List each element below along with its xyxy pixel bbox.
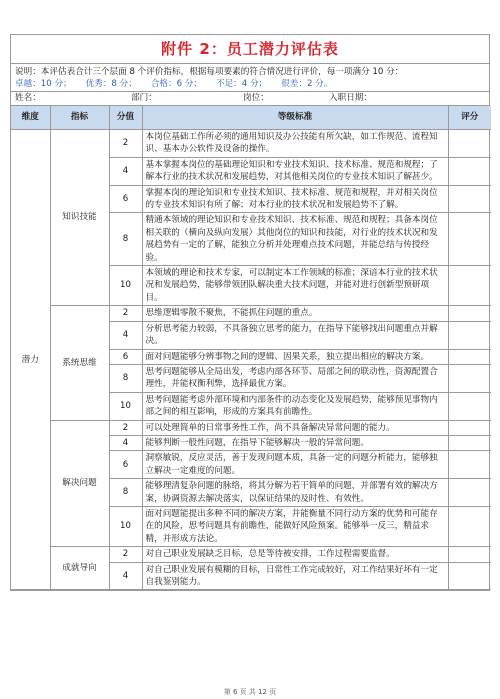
score-cell: 8: [109, 479, 142, 507]
rating-input-cell[interactable]: [448, 349, 491, 364]
scale-poor: 很差：2 分。: [281, 79, 333, 89]
evaluation-form: [10, 34, 490, 591]
rating-input-cell[interactable]: [448, 364, 491, 392]
criteria-cell: 面对问题能够分辨事物之间的逻辑、因果关系，独立提出相应的解决方案。: [142, 349, 448, 364]
criteria-cell: 对自己职业发展有模糊的目标，日常性工作完成较好，对工作结果好坏有一定自我鉴别能力。: [142, 562, 448, 590]
score-cell: 6: [109, 185, 142, 213]
score-cell: 4: [109, 157, 142, 185]
score-cell: 10: [109, 506, 142, 546]
table-row: [11, 420, 491, 435]
score-cell: 10: [109, 266, 142, 306]
score-cell: 6: [109, 451, 142, 479]
rating-input-cell[interactable]: [448, 435, 491, 450]
score-cell: 6: [109, 349, 142, 364]
form-title: 附件 2：员工潜力评估表: [11, 35, 489, 64]
rating-input-cell[interactable]: [448, 547, 491, 562]
rating-input-cell[interactable]: [448, 392, 491, 420]
criteria-cell: 本领域的理论和技术专家，可以制定本工作领域的标准；深谙本行业的技术状况和发展趋势，能够带领团队解决重大技术问题，并能对进行创新型预研项目。: [142, 266, 448, 306]
rating-input-cell[interactable]: [448, 157, 491, 185]
header-score: 分值: [109, 106, 142, 130]
indicator-cell: 成就导向: [50, 547, 109, 590]
score-cell: 4: [109, 321, 142, 349]
indicator-cell: 解决问题: [50, 420, 109, 547]
header-dimension: 维度: [11, 106, 50, 130]
score-cell: 2: [109, 306, 142, 321]
form-description: [11, 64, 489, 92]
score-cell: 10: [109, 392, 142, 420]
header-indicator: 指标: [50, 106, 109, 130]
table-header-row: [11, 106, 491, 130]
employee-info-row: [11, 92, 489, 106]
score-cell: 8: [109, 364, 142, 392]
rating-input-cell[interactable]: [448, 506, 491, 546]
criteria-cell: 分析思考能力较弱，不具备独立思考的能力，在指导下能够找出问题重点并解决。: [142, 321, 448, 349]
score-cell: 2: [109, 547, 142, 562]
rating-input-cell[interactable]: [448, 266, 491, 306]
rating-input-cell[interactable]: [448, 562, 491, 590]
description-text: 说明：本评估表合计三个层面 8 个评价指标，根据每项要素的符合情况进行评价，每一项满分 10 分：: [15, 67, 404, 77]
dimension-cell: 潜力: [11, 130, 50, 590]
score-cell: 8: [109, 213, 142, 266]
table-row: [11, 130, 491, 158]
entry-date-label: 入职日期：: [329, 93, 372, 103]
rating-input-cell[interactable]: [448, 451, 491, 479]
department-label: 部门：: [131, 93, 157, 103]
score-cell: 2: [109, 130, 142, 158]
post-label: 岗位：: [243, 93, 269, 103]
criteria-cell: 思维逻辑零散不聚焦，不能抓住问题的重点。: [142, 306, 448, 321]
criteria-cell: 思考问题能够从全局出发，考虑内部各环节、局部之间的联动性，资源配置合理性，并能权衡利弊，选择最优方案。: [142, 364, 448, 392]
evaluation-table: [11, 106, 491, 590]
criteria-cell: 基本掌握本岗位的基础理论知识和专业技术知识、技术标准、规范和规程；了解本行业的技术状况和发展趋势，对其他相关岗位的专业技术知识了解甚少。: [142, 157, 448, 185]
criteria-cell: 洞察敏锐，反应灵活，善于发现问题本质，具备一定的问题分析能力，能够独立解决一定难度的问题。: [142, 451, 448, 479]
criteria-cell: 思考问题能考虑外部环境和内部条件的动态变化及发展趋势，能够预见事物内部之间的相互影响，形成的方案具有前瞻性。: [142, 392, 448, 420]
table-row: [11, 306, 491, 321]
scale-excellent: 卓越：10 分；: [15, 79, 72, 89]
criteria-cell: 能够理清复杂问题的脉络，将其分解为若干简单的问题，并部署有效的解决方案，协调资源去解决落实，以保证结果的及时性、有效性。: [142, 479, 448, 507]
header-rating: 评分: [448, 106, 491, 130]
rating-scale: [15, 78, 485, 90]
page-footer: 第 6 页 共 12 页: [223, 688, 277, 696]
table-body: [11, 130, 491, 590]
indicator-cell: 系统思维: [50, 306, 109, 420]
header-criteria: 等级标准: [142, 106, 448, 130]
scale-pass: 合格：6 分；: [150, 79, 202, 89]
criteria-cell: 能够判断一般性问题，在指导下能够解决一般的异常问题。: [142, 435, 448, 450]
criteria-cell: 对自己职业发展缺乏目标，总是等待被安排，工作过程需要监督。: [142, 547, 448, 562]
criteria-cell: 掌握本岗的理论知识和专业技术知识、技术标准、规范和规程，并对相关岗位的专业技术知识有所了解；对本行业的技术状况和发展趋势不了解。: [142, 185, 448, 213]
criteria-cell: 面对问题能提出多种不同的解决方案，并能衡量不同行动方案的优势和可能存在的风险，思考问题具有前瞻性，能做好风险预案。能够举一反三，精益求精，并形成方法论。: [142, 506, 448, 546]
score-cell: 4: [109, 562, 142, 590]
rating-input-cell[interactable]: [448, 185, 491, 213]
score-cell: 4: [109, 435, 142, 450]
scale-insufficient: 不足：4 分；: [215, 79, 268, 89]
name-label: 姓名：: [15, 93, 41, 103]
table-row: [11, 547, 491, 562]
rating-input-cell[interactable]: [448, 420, 491, 435]
indicator-cell: 知识技能: [50, 130, 109, 306]
rating-input-cell[interactable]: [448, 479, 491, 507]
rating-input-cell[interactable]: [448, 321, 491, 349]
scale-good: 优秀：8 分；: [85, 79, 137, 89]
criteria-cell: 本岗位基础工作所必须的通用知识及办公技能有所欠缺，如工作规范、流程知识、基本办公软件及设备的操作。: [142, 130, 448, 158]
criteria-cell: 可以处理简单的日常事务性工作，尚不具备解决异常问题的能力。: [142, 420, 448, 435]
criteria-cell: 精通本领域的理论知识和专业技术知识、技术标准、规范和规程；具备本岗位相关联的（横向及纵向发展）其他岗位的知识和技能，对行业的技术状况和发展趋势有一定的了解，能独立分析并处理难点技术问题，并能总结与传授经验。: [142, 213, 448, 266]
score-cell: 2: [109, 420, 142, 435]
rating-input-cell[interactable]: [448, 306, 491, 321]
rating-input-cell[interactable]: [448, 213, 491, 266]
rating-input-cell[interactable]: [448, 130, 491, 158]
